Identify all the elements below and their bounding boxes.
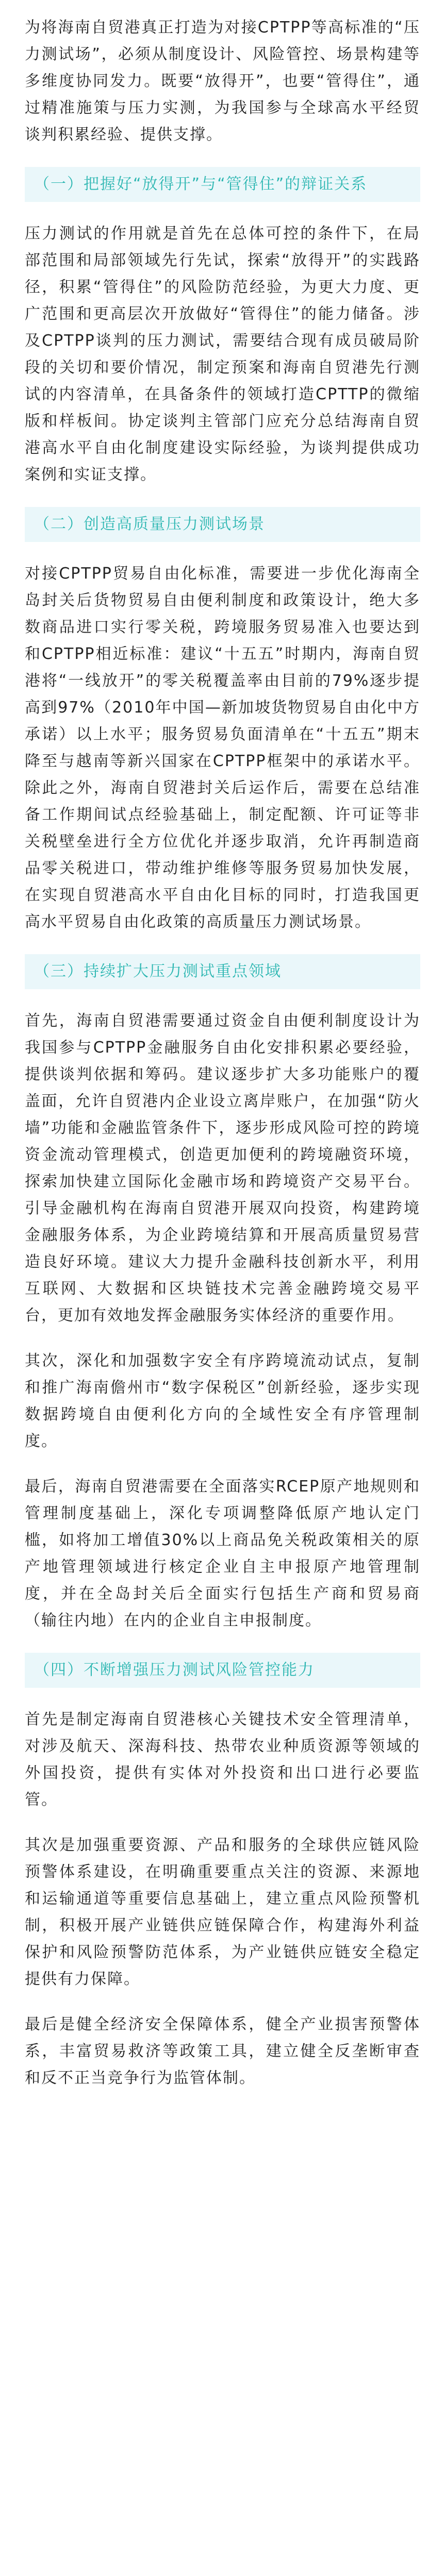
intro-paragraph: 为将海南自贸港真正打造为对接CPTPP等高标准的“压力测试场”，必须从制度设计、风险管控、场景构建等多维度协同发力。既要“放得开”，也要“管得住”，通过精准施策与压力实测，为我国参与全球高水平经贸谈判积累经验、提供支撑。 xyxy=(25,19,420,144)
section-4-paragraph-2: 其次是加强重要资源、产品和服务的全球供应链风险预警体系建设，在明确重要重点关注的资源、来源地和运输通道等重要信息基础上，建立重点风险预警机制，积极开展产业链供应链保障合作，构建海外利益保护和风险预警防范体系，为产业链供应链安全稳定提供有力保障。 xyxy=(25,1836,420,1988)
section-heading-3: （三）持续扩大压力测试重点领域 xyxy=(25,954,420,989)
section-heading-1: （一）把握好“放得开”与“管得住”的辩证关系 xyxy=(25,167,420,202)
section-heading-4: （四）不断增强压力测试风险管控能力 xyxy=(25,1653,420,1688)
section-4-paragraph-3: 最后是健全经济安全保障体系，健全产业损害预警体系，丰富贸易救济等政策工具，建立健全反垄断审查和反不正当竞争行为监管体制。 xyxy=(25,2015,420,2087)
section-heading-2: （二）创造高质量压力测试场景 xyxy=(25,507,420,542)
section-3-paragraph-2: 其次，深化和加强数字安全有序跨境流动试点，复制和推广海南儋州市“数字保税区”创新经验，逐步实现数据跨境自由便利化方向的全域性安全有序管理制度。 xyxy=(25,1352,420,1450)
section-2-paragraph-1: 对接CPTPP贸易自由化标准，需要进一步优化海南全岛封关后货物贸易自由便利制度和政策设计，绝大多数商品进口实行零关税，跨境服务贸易准入也要达到和CPTPP相近标准：建议“十五五”时期内，海南自贸港将“一线放开”的零关税覆盖率由目前的79%逐步提高到97%（2010年中国—新加坡货物贸易自由化中方承诺）以上水平；服务贸易负面清单在“十五五”期末降至与越南等新兴国家在CPTPP框架中的承诺水平。除此之外，海南自贸港封关后运作后，需要在总结准备工作期间试点经验基础上，制定配额、许可证等非关税壁垒进行全方位优化并逐步取消，允许再制造商品零关税进口，带动维护维修等服务贸易加快发展，在实现自贸港高水平自由化目标的同时，打造我国更高水平贸易自由化政策的高质量压力测试场景。 xyxy=(25,565,420,931)
section-1-paragraph-1: 压力测试的作用就是首先在总体可控的条件下，在局部范围和局部领域先行先试，探索“放得开”的实践路径，积累“管得住”的风险防范经验，为更大力度、更广范围和更高层次开放做好“管得住”的能力储备。涉及CPTPP谈判的压力测试，需要结合现有成员破局阶段的关切和要价情况，制定预案和海南自贸港先行测试的内容清单，在具备条件的领域打造CPTTP的微缩版和样板间。协定谈判主管部门应充分总结海南自贸港高水平自由化制度建设实际经验，为谈判提供成功案例和实证支撑。 xyxy=(25,225,420,484)
section-4-paragraph-1: 首先是制定海南自贸港核心关键技术安全管理清单，对涉及航天、深海科技、热带农业种质资源等领域的外国投资，提供有实体对外投资和出口进行必要监管。 xyxy=(25,1710,420,1809)
section-3-paragraph-1: 首先，海南自贸港需要通过资金自由便利制度设计为我国参与CPTPP金融服务自由化安排积累必要经验，提供谈判依据和筹码。建议逐步扩大多功能账户的覆盖面，允许自贸港内企业设立离岸账户，在加强“防火墙”功能和金融监管条件下，逐步形成风险可控的跨境资金流动管理模式，创造更加便利的跨境融资环境，探索加快建立国际化金融市场和跨境资产交易平台。引导金融机构在海南自贸港开展双向投资，构建跨境金融服务体系，为企业跨境结算和开展高质量贸易营造良好环境。建议大力提升金融科技创新水平，利用互联网、大数据和区块链技术完善金融跨境交易平台，更加有效地发挥金融服务实体经济的重要作用。 xyxy=(25,1012,420,1325)
section-3-paragraph-3: 最后，海南自贸港需要在全面落实RCEP原产地规则和管理制度基础上，深化专项调整降低原产地认定门槛，如将加工增值30%以上商品免关税政策相关的原产地管理领域进行核定企业自主申报原产地管理制度，并在全岛封关后全面实行包括生产商和贸易商（输往内地）在内的企业自主申报制度。 xyxy=(25,1478,420,1630)
